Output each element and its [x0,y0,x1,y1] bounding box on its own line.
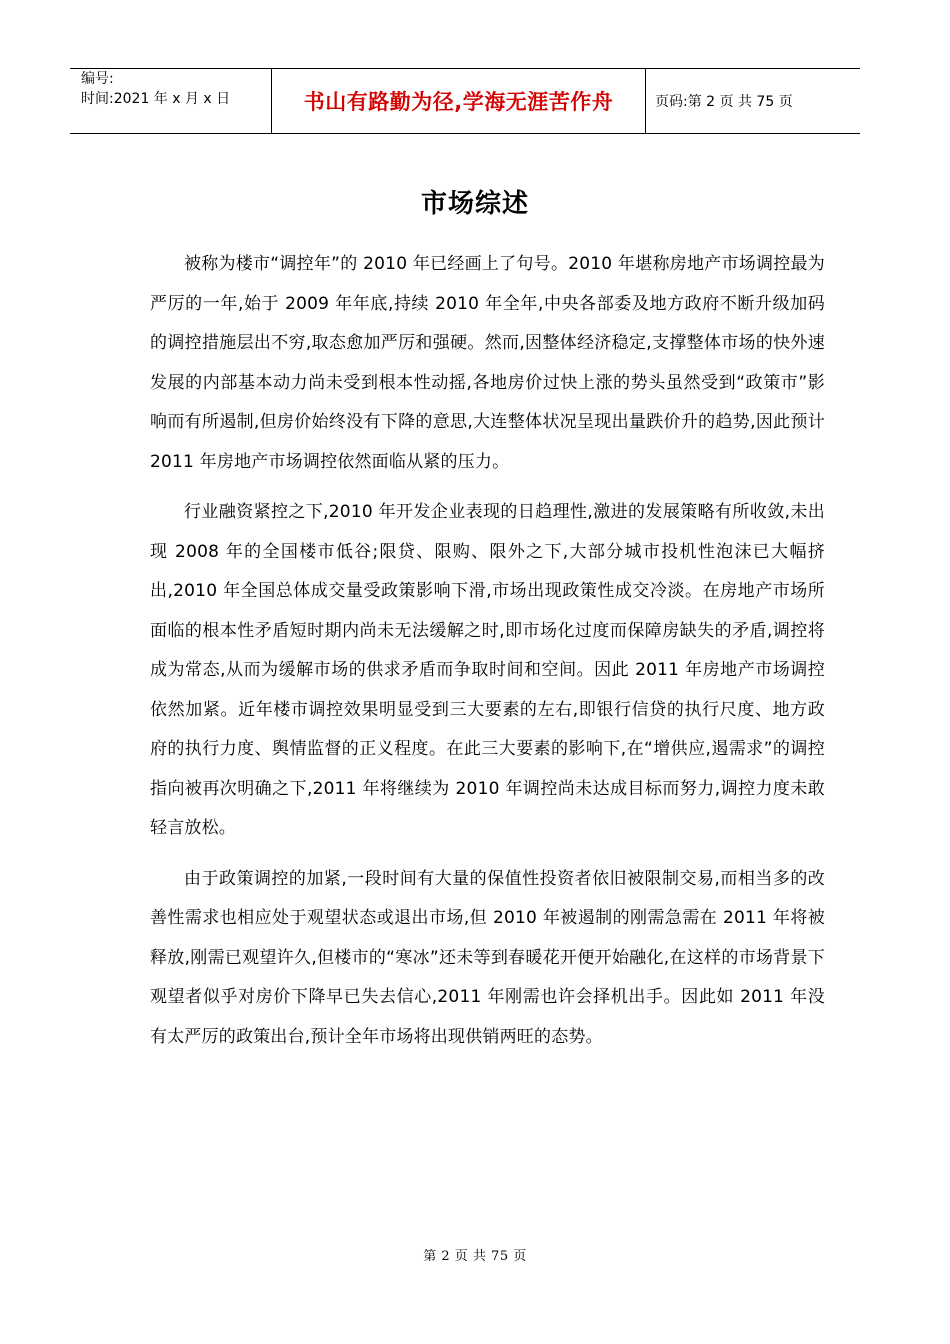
document-header [70,68,860,134]
serial-number-label: 编号: [81,71,114,87]
document-body [150,245,825,1068]
body-paragraph: 被称为楼市“调控年”的 2010 年已经画上了句号。2010 年堪称房地产市场调控最为严厉的一年,始于 2009 年年底,持续 2010 年全年,中央各部委及地方政府不断升级加码的调控措施层出不穷,取态愈加严厉和强硬。然而,因整体经济稳定,支撑整体市场的快外速发展的内部基本动力尚未受到根本性动摇,各地房价过快上涨的势头虽然受到“政策市”影响而有所遏制,但房价始终没有下降的意思,大连整体状况呈现出量跌价升的趋势,因此预计 2011 年房地产市场调控依然面临从紧的压力。 [150,254,825,472]
header-page-cell [646,69,860,133]
body-paragraph: 行业融资紧控之下,2010 年开发企业表现的日趋理性,激进的发展策略有所收敛,未出现 2008 年的全国楼市低谷;限贷、限购、限外之下,大部分城市投机性泡沫已大幅挤出,2010 年全国总体成交量受政策影响下滑,市场出现政策性成交冷淡。在房地产市场所面临的根本性矛盾短时期内尚未无法缓解之时,即市场化过度而保障房缺失的矛盾,调控将成为常态,从而为缓解市场的供求矛盾而争取时间和空间。因此 2011 年房地产市场调控依然加紧。近年楼市调控效果明显受到三大要素的左右,即银行信贷的执行尺度、地方政府的执行力度、舆情监督的正义程度。在此三大要素的影响下,在“增供应,遏需求”的调控指向被再次明确之下,2011 年将继续为 2010 年调控尚未达成目标而努力,调控力度未敢轻言放松。 [150,502,825,838]
header-meta [70,69,272,133]
body-paragraph: 由于政策调控的加紧,一段时间有大量的保值性投资者依旧被限制交易,而相当多的改善性需求也相应处于观望状态或退出市场,但 2010 年被遏制的刚需急需在 2011 年将被释放,刚需已观望许久,但楼市的“寒冰”还未等到春暖花开便开始融化,在这样的市场背景下观望者似乎对房价下降早已失去信心,2011 年刚需也许会择机出手。因此如 2011 年没有太严厉的政策出台,预计全年市场将出现供销两旺的态势。 [150,868,825,1047]
motto-text: 书山有路勤为径,学海无涯苦作舟 [303,90,614,114]
time-label: 时间:2021 年 x 月 x 日 [81,91,231,107]
header-page-info: 页码:第 2 页 共 75 页 [655,94,793,110]
document-title: 市场综述 [420,189,529,219]
page-footer: 第 2 页 共 75 页 [423,1249,527,1264]
header-motto-cell [272,69,646,133]
